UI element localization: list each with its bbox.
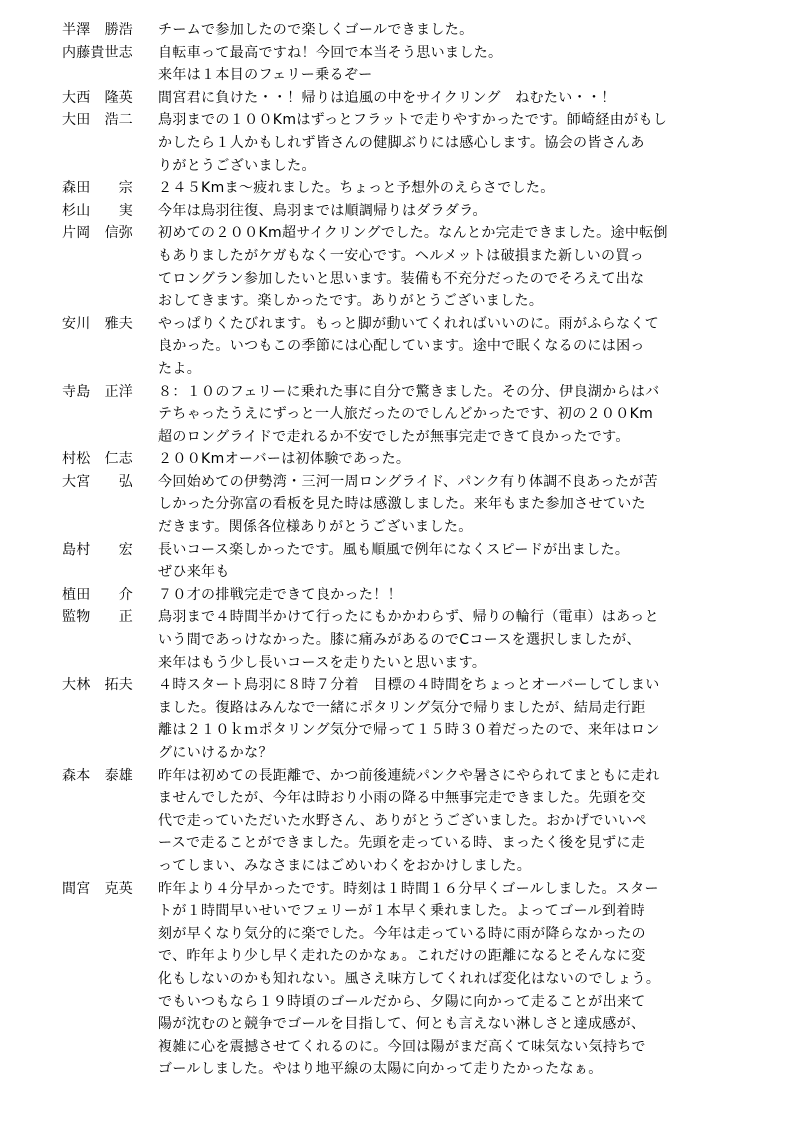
participant-comment (158, 177, 732, 200)
participant-comment (158, 87, 732, 110)
comment-line: 離は２１０ｋｍポタリング気分で帰って１５時３０着だったので、来年はロン (158, 722, 660, 739)
participant-name: 森本 泰雄 (62, 767, 133, 784)
comment-line: 刻が早くなり気分的に楽でした。今年は走っている時に雨が降らなかったの (158, 925, 646, 942)
participant-comment (158, 674, 732, 764)
comment-entry (62, 674, 732, 764)
comment-entry (62, 606, 732, 674)
participant-name: 村松 仁志 (62, 451, 133, 468)
comment-line: 昨年より４分早かったです。時刻は１時間１６分早くゴールしました。スター (158, 880, 659, 897)
comment-line: チームで参加したので楽しくゴールできました。 (158, 22, 474, 38)
participant-name: 大田 浩二 (62, 112, 133, 129)
participant-name: 大西 隆英 (62, 89, 133, 106)
participant-comment (158, 606, 732, 674)
comment-line: 来年は１本目のフェリー乗るぞー (158, 67, 373, 84)
participant-name: 監物 正 (62, 609, 133, 626)
participant-name: 植田 介 (62, 586, 133, 603)
participant-name: 森田 宗 (62, 180, 133, 197)
comment-line: 複雑に心を震撼させてくれるのに。今回は陽がまだ高くて味気ない気持ちで (158, 1038, 646, 1055)
participant-name: 間宮 克英 (62, 880, 133, 897)
participant-name: 片岡 信弥 (62, 225, 133, 242)
comment-line: 鳥羽まで４時間半かけて行ったにもかかわらず、帰りの輪行（電車）はあっと (158, 609, 659, 626)
comment-entry (62, 448, 732, 471)
comment-line: ４時スタート鳥羽に８時７分着 目標の４時間をちょっとオーバーしてしまい (158, 677, 660, 694)
comment-line: 超のロングライドで走れるか不安でしたが無事完走できて良かったです。 (158, 428, 630, 445)
comment-entry (62, 313, 732, 381)
comment-line: 間宮君に負けた・・！帰りは追風の中をサイクリング ねむたい・・！ (158, 89, 616, 106)
comment-line: しかった分弥富の看板を見た時は感激しました。来年もまた参加させていた (158, 496, 646, 513)
comment-entry (62, 200, 732, 223)
comment-line: 自転車って最高ですね！今回で本当そう思いました。 (158, 44, 503, 61)
participant-comment (158, 313, 732, 381)
participant-comment (158, 471, 732, 539)
comments-list (62, 19, 732, 1081)
participant-name: 大林 拓夫 (62, 677, 133, 694)
participant-comment (158, 448, 732, 471)
comment-line: テちゃったうえにずっと一人旅だったのでしんどかったです、初の２００Km (158, 406, 654, 423)
comment-line: 初めての２００Km超サイクリングでした。なんとか完走できました。途中転倒 (158, 225, 668, 242)
participant-comment (158, 109, 732, 177)
comment-entry (62, 222, 732, 312)
participant-name: 島村 宏 (62, 541, 133, 558)
comment-line: りがとうございました。 (158, 157, 316, 174)
comment-line: ぜひ来年も (158, 564, 230, 581)
comment-line: で、昨年より少し早く走れたのかなぁ。これだけの距離になるとそんなに変 (158, 948, 646, 965)
comment-line: もありましたがケガもなく一安心です。ヘルメットは破損また新しいの買っ (158, 247, 645, 264)
comment-line: 長いコース楽しかったです。風も順風で例年になくスピードが出ました。 (158, 541, 630, 558)
comment-line: たよ。 (158, 360, 202, 377)
comment-line: ませんでしたが、今年は時おり小雨の降る中無事完走できました。先頭を交 (158, 790, 646, 807)
comment-line: やっぱりくたびれます。もっと脚が動いてくれればいいのに。雨がふらなくて (158, 315, 660, 332)
participant-comment (158, 222, 732, 312)
comment-line: だきます。関係各位様ありがとうございました。 (158, 519, 473, 536)
participant-name: 寺島 正洋 (62, 383, 133, 400)
comment-line: トが１時間早いせいでフェリーが１本早く乗れました。よってゴール到着時 (158, 903, 645, 920)
comment-entry (62, 765, 732, 878)
participant-comment (158, 42, 732, 87)
comment-entry (62, 584, 732, 607)
comment-line: いう間であっけなかった。膝に痛みがあるのでCコースを選択しましたが、 (158, 632, 641, 649)
comment-line: でもいつもなら１９時頃のゴールだから、夕陽に向かって走ることが出来て (158, 993, 646, 1010)
comment-line: ました。復路はみんなで一緒にポタリング気分で帰りましたが、結局走行距 (158, 699, 646, 716)
participant-name: 半澤 勝浩 (62, 22, 133, 38)
comment-line: ースで走ることができました。先頭を走っている時、まったく後を見ずに走 (158, 835, 646, 852)
participant-name: 杉山 実 (62, 202, 133, 219)
comment-line: ってしまい、みなさまにはごめいわくをおかけしました。 (158, 857, 532, 874)
comment-line: ゴールしました。やはり地平線の太陽に向かって走りたかったなぁ。 (158, 1061, 603, 1078)
participant-comment (158, 539, 732, 584)
comment-entry (62, 19, 732, 42)
participant-name: 内藤貴世志 (62, 44, 133, 61)
comment-line: 今回始めての伊勢湾・三河一周ロングライド、パンク有り体調不良あったが苦 (158, 473, 658, 490)
comment-entry (62, 109, 732, 177)
comment-line: 陽が沈むのと競争でゴールを目指して、何とも言えない淋しさと達成感が、 (158, 1016, 646, 1033)
participant-comment (158, 381, 732, 449)
comment-line: かしたら１人かもしれず皆さんの健脚ぶりには感心します。協会の皆さんあ (158, 134, 645, 151)
comment-line: ２４５Kmま～疲れました。ちょっと予想外のえらさでした。 (158, 180, 555, 197)
comment-line: ７０才の排戦完走できて良かった！！ (158, 586, 402, 603)
comment-entry (62, 87, 732, 110)
comment-line: おしてきます。楽しかったです。ありがとうございました。 (158, 293, 544, 310)
comment-line: 昨年は初めての長距離で、かつ前後連続パンクや暑さにやられてまともに走れ (158, 767, 660, 784)
comment-line: ２００Kmオーバーは初体験であった。 (158, 451, 411, 468)
comment-line: ８：１０のフェリーに乗れた事に自分で驚きました。その分、伊良湖からはバ (158, 383, 660, 400)
comment-line: 鳥羽までの１００Kmはずっとフラットで走りやすかったです。師崎経由がもし (158, 112, 668, 129)
comment-entry (62, 878, 732, 1081)
comment-line: 今年は鳥羽往復、鳥羽までは順調帰りはダラダラ。 (158, 202, 487, 219)
comment-entry (62, 539, 732, 584)
participant-comment (158, 878, 732, 1081)
comment-entry (62, 471, 732, 539)
comment-entry (62, 42, 732, 87)
comment-entry (62, 381, 732, 449)
participant-comment (158, 19, 732, 42)
participant-name: 安川 雅夫 (62, 315, 133, 332)
comment-line: 代で走っていただいた水野さん、ありがとうございました。おかげでいいペ (158, 812, 647, 829)
participant-comment (158, 584, 732, 607)
comment-line: 良かった。いつもこの季節には心配しています。途中で眠くなるのには困っ (158, 338, 645, 355)
participant-name: 大宮 弘 (62, 473, 133, 490)
participant-comment (158, 765, 732, 878)
comment-line: 来年はもう少し長いコースを走りたいと思います。 (158, 654, 487, 671)
comment-line: てロングラン参加したいと思います。装備も不充分だったのでそろえて出な (158, 270, 645, 287)
participant-comment (158, 200, 732, 223)
comment-entry (62, 177, 732, 200)
comment-line: 化もしないのかも知れない。風さえ味方してくれれば変化はないのでしょう。 (158, 970, 661, 987)
comment-line: グにいけるかな？ (158, 745, 273, 761)
